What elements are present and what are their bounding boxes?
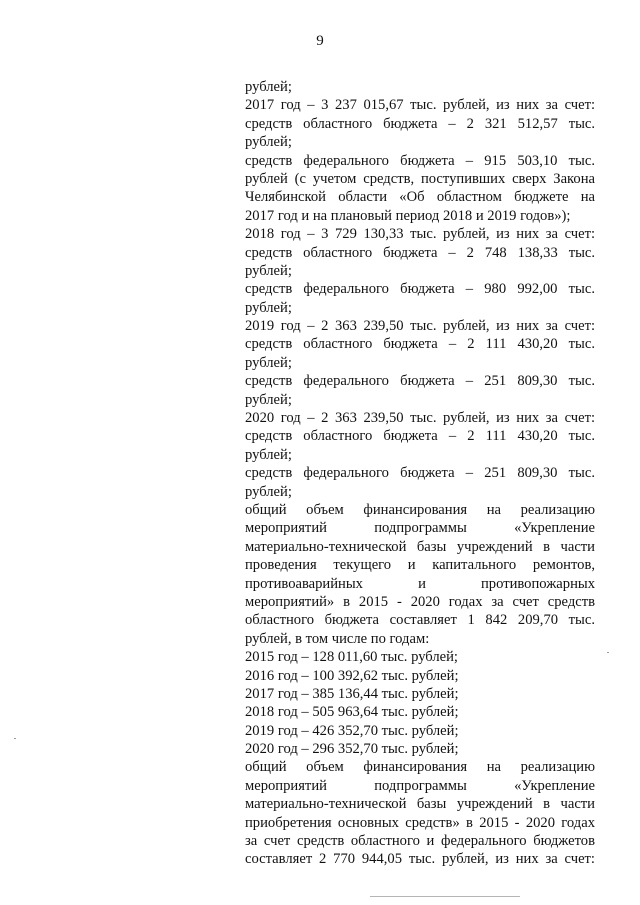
text-line: мероприятий» в 2015 - 2020 годах за счет средств (245, 593, 595, 610)
text-line: средств областного бюджета – 2 321 512,57 тыс. (245, 115, 595, 132)
text-line: 2016 год – 100 392,62 тыс. рублей; (245, 667, 459, 684)
page-number: 9 (316, 33, 324, 49)
text-line: составляет 2 770 944,05 тыс. рублей, из них за счет: (245, 851, 595, 868)
text-line: проведения текущего и капитального ремонтов, (245, 557, 595, 574)
text-line: средств областного бюджета – 2 111 430,20 тыс. (245, 428, 595, 445)
text-line: противоаварийных и противопожарных (245, 575, 595, 592)
text-line: 2020 год – 296 352,70 тыс. рублей; (245, 741, 459, 758)
text-line: областного бюджета составляет 1 842 209,70 тыс. (245, 612, 595, 629)
text-line: 2020 год – 2 363 239,50 тыс. рублей, из них за счет: (245, 410, 595, 427)
text-line: за счет средств областного и федерального бюджетов (245, 833, 595, 850)
text-line: материально-технической базы учреждений в части (245, 538, 595, 555)
text-line: рублей; (245, 354, 292, 371)
text-line: средств областного бюджета – 2 748 138,33 тыс. (245, 244, 595, 261)
text-line: 2017 год – 3 237 015,67 тыс. рублей, из них за счет: (245, 97, 595, 114)
document-body (245, 78, 595, 869)
text-line: 2015 год – 128 011,60 тыс. рублей; (245, 649, 458, 666)
text-line: рублей, в том числе по годам: (245, 630, 430, 647)
text-line: мероприятий подпрограммы «Укрепление (245, 520, 595, 537)
text-line: рублей; (245, 262, 292, 279)
scan-artifact (607, 652, 609, 653)
text-line: мероприятий подпрограммы «Укрепление (245, 777, 595, 794)
text-line: 2019 год – 2 363 239,50 тыс. рублей, из них за счет: (245, 318, 595, 335)
text-line: средств федерального бюджета – 251 809,30 тыс. (245, 373, 595, 390)
text-line: средств федерального бюджета – 980 992,00 тыс. (245, 281, 595, 298)
text-line: 2019 год – 426 352,70 тыс. рублей; (245, 722, 459, 739)
text-line: средств федерального бюджета – 251 809,30 тыс. (245, 465, 595, 482)
text-line: средств федерального бюджета – 915 503,10 тыс. (245, 152, 595, 169)
text-line: средств областного бюджета – 2 111 430,20 тыс. (245, 336, 595, 353)
text-line: общий объем финансирования на реализацию (245, 759, 595, 776)
text-line: 2018 год – 3 729 130,33 тыс. рублей, из них за счет: (245, 226, 595, 243)
text-line: приобретения основных средств» в 2015 - 2020 годах (245, 814, 595, 831)
text-line: рублей; (245, 134, 292, 151)
text-line: рублей; (245, 483, 292, 500)
text-line: 2018 год – 505 963,64 тыс. рублей; (245, 704, 459, 721)
text-line: рублей (с учетом средств, поступивших сверх Закона (245, 170, 595, 187)
text-line: общий объем финансирования на реализацию (245, 501, 595, 518)
text-line: рублей; (245, 391, 292, 408)
text-line: рублей; (245, 446, 292, 463)
text-line: 2017 год и на плановый период 2018 и 2019 годов»); (245, 207, 571, 224)
text-line: 2017 год – 385 136,44 тыс. рублей; (245, 685, 459, 702)
text-line: материально-технической базы учреждений в части (245, 796, 595, 813)
text-line: Челябинской области «Об областном бюджете на (245, 189, 595, 206)
scan-artifact (14, 738, 16, 739)
scan-artifact (370, 896, 520, 897)
text-line: рублей; (245, 299, 292, 316)
text-line: рублей; (245, 79, 292, 95)
